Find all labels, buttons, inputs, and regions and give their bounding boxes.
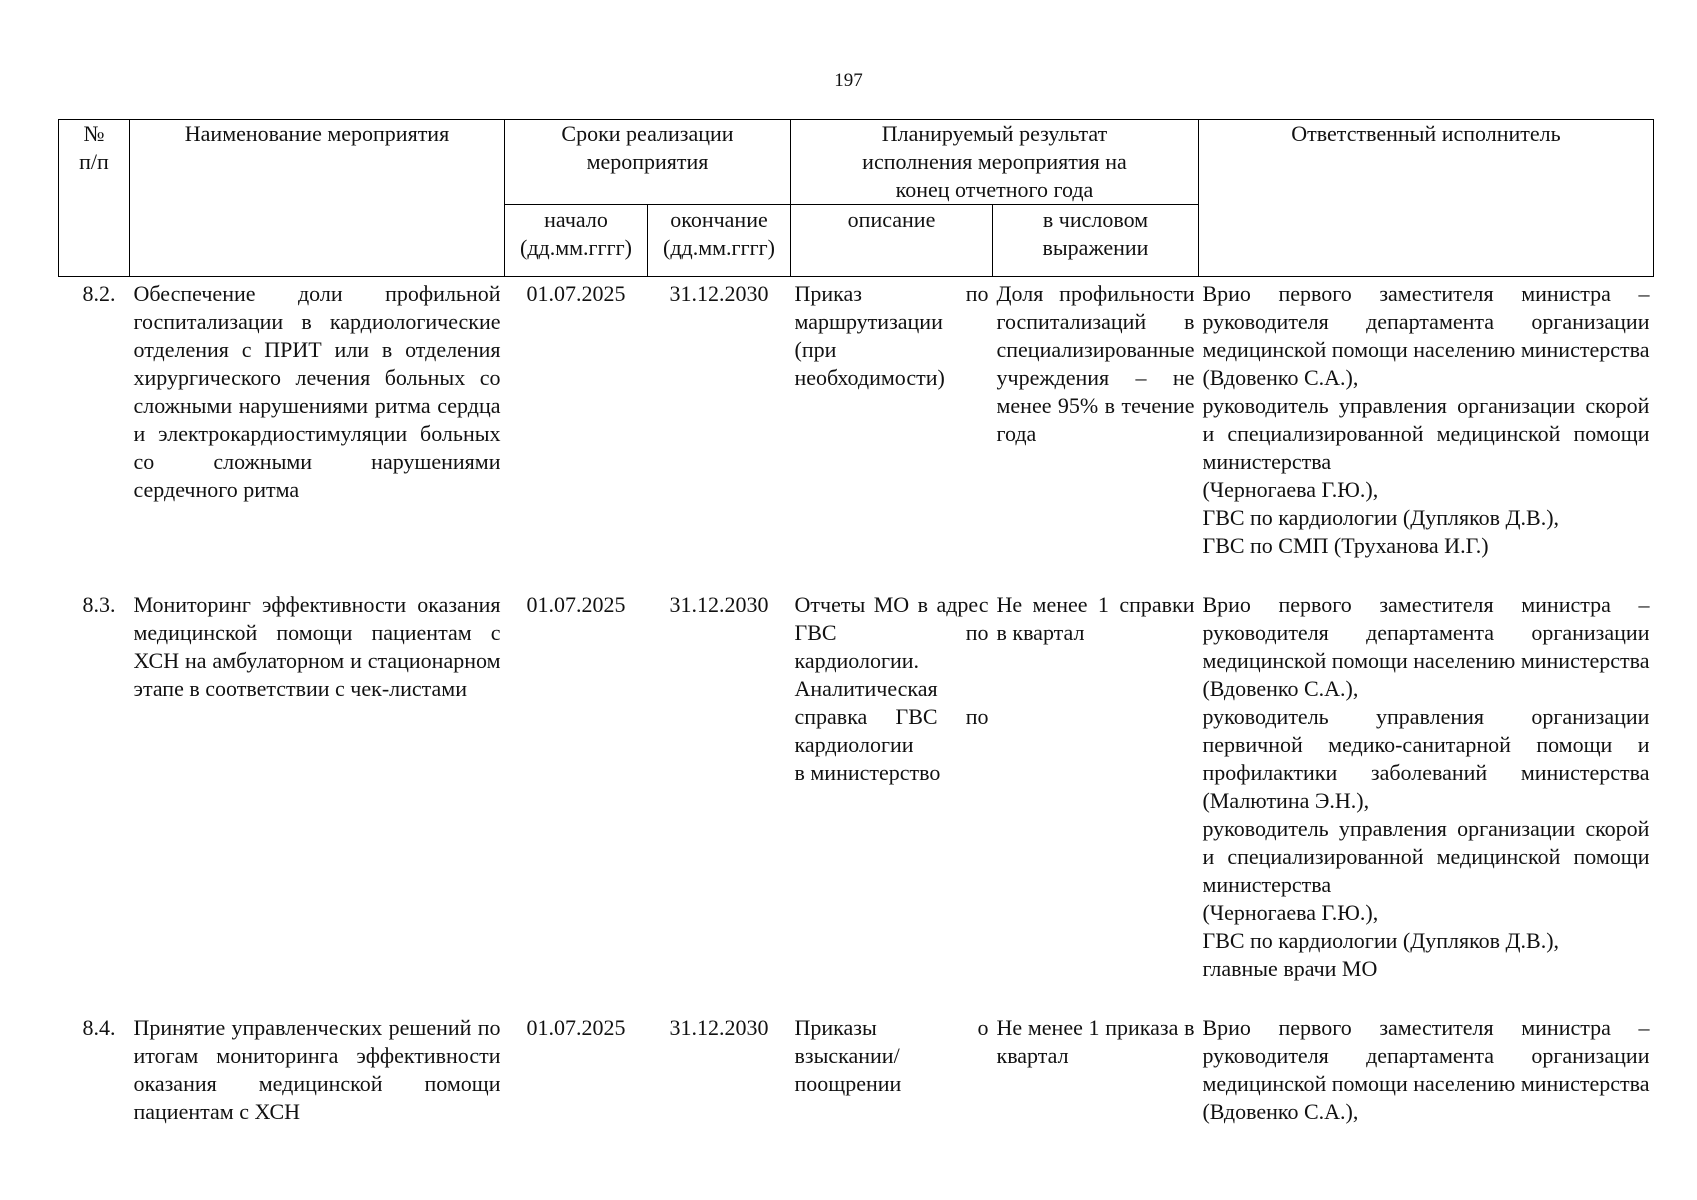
- measures-table: [58, 119, 1654, 1126]
- header-name: Наименование мероприятия: [130, 120, 505, 277]
- header-terms: Сроки реализации мероприятия: [505, 120, 791, 205]
- result-description: Отчеты МО в адрес ГВС по кардиологии. Аналитическая справка ГВС по кардиологии в министерство: [794, 592, 989, 785]
- measure-name: Мониторинг эффективности оказания медицинской помощи пациентам с ХСН на амбулаторном и стационарном этапе в соответствии с чек-листами: [133, 592, 501, 701]
- start-date: 01.07.2025: [526, 592, 626, 617]
- result-description: Приказ по маршрутизации (при необходимости): [794, 281, 989, 390]
- result-numeric: Не менее 1 справки в квартал: [996, 592, 1195, 645]
- end-date: 31.12.2030: [669, 281, 769, 306]
- result-numeric: Не менее 1 приказа в квартал: [996, 1015, 1195, 1068]
- start-date: 01.07.2025: [526, 281, 626, 306]
- row-number: 8.3.: [82, 592, 116, 617]
- result-description: Приказы о взыскании/поощрении: [794, 1015, 989, 1096]
- header-numeric: в числовом выражении: [993, 205, 1199, 277]
- result-numeric: Доля профильности госпитализаций в специализированные учреждения – не менее 95% в течение года: [996, 281, 1195, 446]
- table-header: [59, 120, 1654, 277]
- row-number: 8.4.: [82, 1015, 116, 1040]
- page-number: 197: [834, 70, 863, 91]
- end-date: 31.12.2030: [669, 592, 769, 617]
- end-date: 31.12.2030: [669, 1015, 769, 1040]
- header-result: Планируемый результат исполнения мероприятия на конец отчетного года: [791, 120, 1199, 205]
- start-date: 01.07.2025: [526, 1015, 626, 1040]
- header-end: окончание (дд.мм.гггг): [648, 205, 791, 277]
- table-row: [59, 588, 1654, 1011]
- responsible-executor: Врио первого заместителя министра – руководителя департамента организации медицинской помощи населению министерства (Вдовенко С.А.), руководитель управления организации скорой и специализированной медицинской помощи министерства (Черногаева Г.Ю.), ГВС по кардиологии (Дупляков Д.В.), ГВС по СМП (Труханова И.Г.): [1202, 281, 1650, 558]
- table-row: [59, 1011, 1654, 1126]
- header-description: описание: [791, 205, 993, 277]
- measure-name: Обеспечение доли профильной госпитализации в кардиологические отделения с ПРИТ или в отделения хирургического лечения больных со сложными нарушениями ритма сердца и электрокардиостимуляции больных со сложными нарушениями сердечного ритма: [133, 281, 501, 502]
- measure-name: Принятие управленческих решений по итогам мониторинга эффективности оказания медицинской помощи пациентам с ХСН: [133, 1015, 501, 1124]
- table-row: [59, 277, 1654, 589]
- header-start: начало (дд.мм.гггг): [505, 205, 648, 277]
- responsible-executor: Врио первого заместителя министра – руководителя департамента организации медицинской помощи населению министерства (Вдовенко С.А.),: [1202, 1015, 1650, 1124]
- header-responsible: Ответственный исполнитель: [1198, 120, 1653, 277]
- row-number: 8.2.: [82, 281, 116, 306]
- header-num: № п/п: [59, 120, 130, 277]
- responsible-executor: Врио первого заместителя министра – руководителя департамента организации медицинской помощи населению министерства (Вдовенко С.А.), руководитель управления организации первичной медико-санитарной помощи и профилактики заболеваний министерства (Малютина Э.Н.), руководитель управления организации скорой и специализированной медицинской помощи министерства (Черногаева Г.Ю.), ГВС по кардиологии (Дупляков Д.В.), главные врачи МО: [1202, 592, 1650, 981]
